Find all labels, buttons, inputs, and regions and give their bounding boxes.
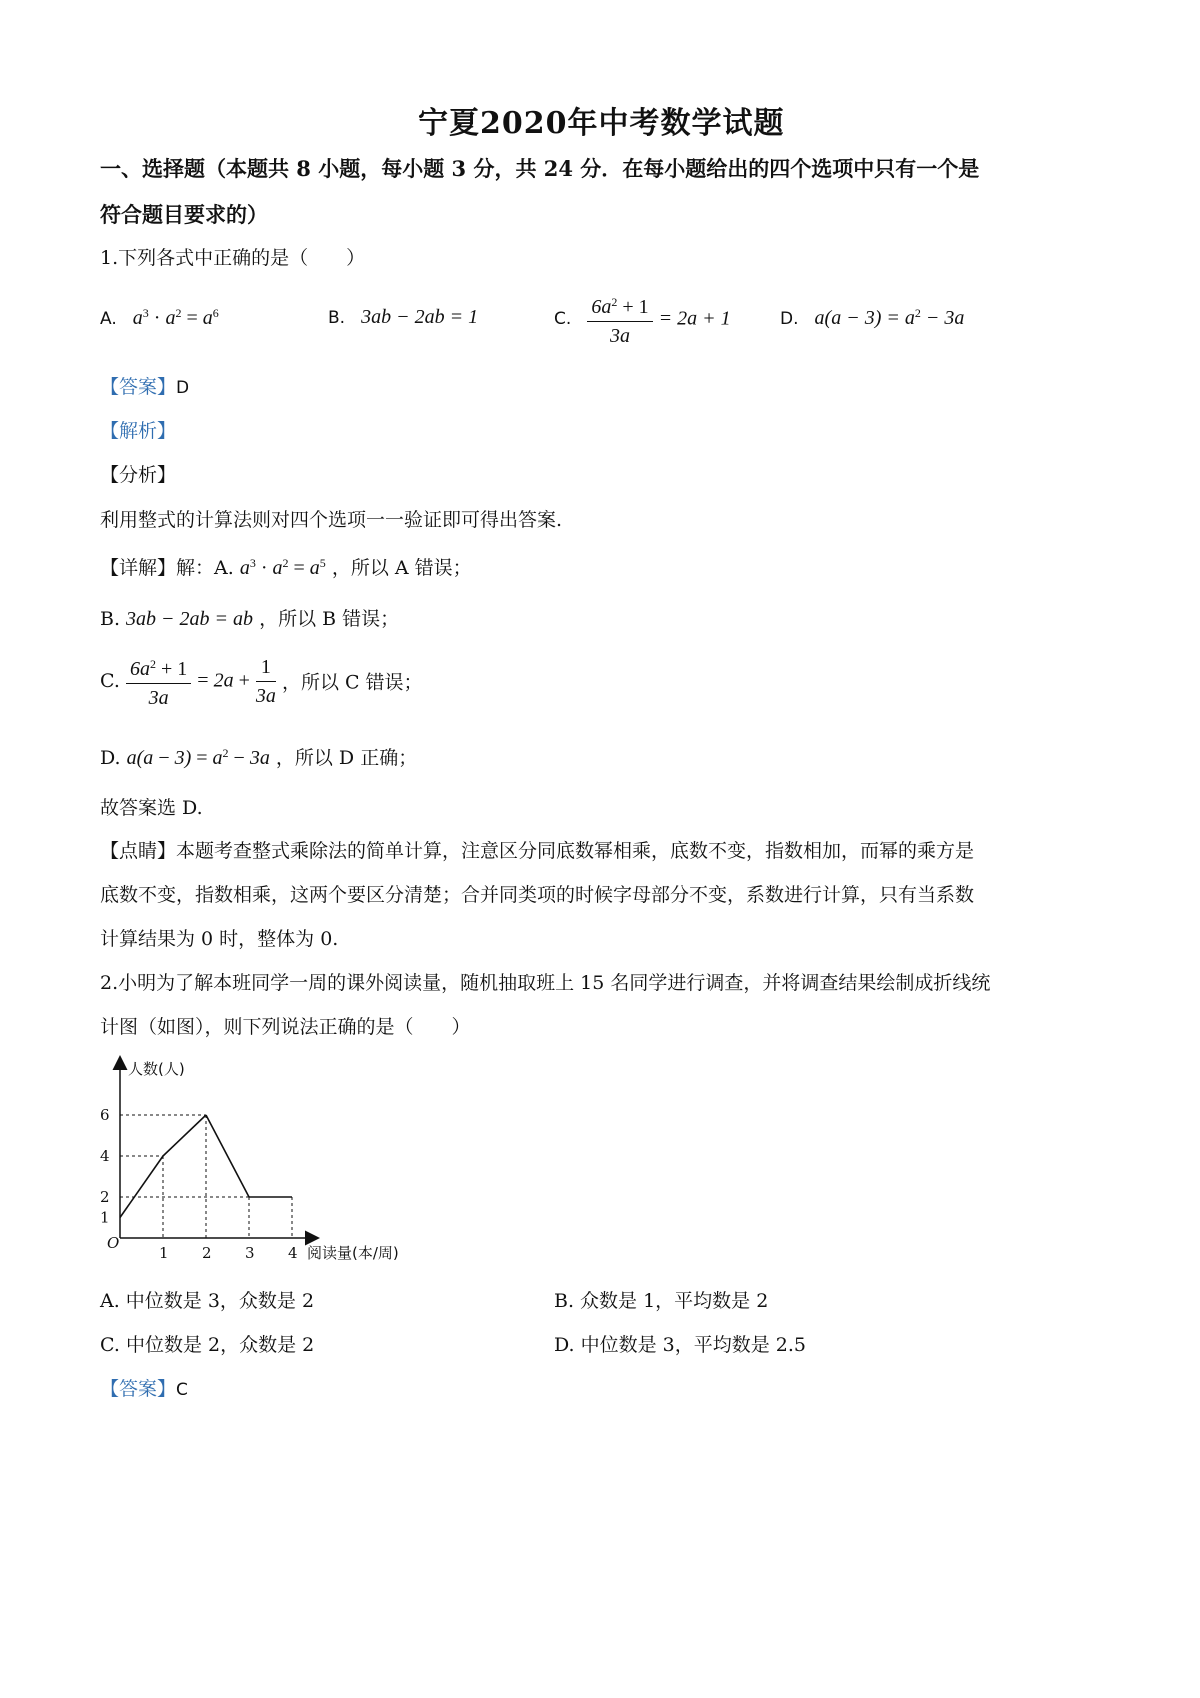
- q1-detail-c-suffix: ，所以 C 错误；: [281, 671, 423, 694]
- q2-stem-line-2: 计图（如图），则下列说法正确的是（ ）: [100, 1016, 471, 1038]
- q1-detail-b-prefix: B.: [100, 608, 127, 630]
- q1-option-c-num: 6a: [591, 296, 612, 318]
- q1-fenxi-text: 利用整式的计算法则对四个选项一一验证即可得出答案.: [100, 509, 563, 531]
- q1-detail-a: [100, 553, 472, 580]
- q1-detail-d-expr: $a(a - 3) = a^2 - 3a$: [126, 746, 270, 769]
- q1-answer-row: [100, 372, 189, 399]
- section-heading-line-1: 一、选择题（本题共 8 小题，每小题 3 分，共 24 分．在每小题给出的四个选项中只有一个是: [100, 156, 980, 181]
- q2-stem-line-1: 2.小明为了解本班同学一周的课外阅读量，随机抽取班上 15 名同学进行调查，并将调查结果绘制成折线统: [100, 972, 991, 994]
- q1-answer-value: D: [176, 378, 190, 398]
- q1-option-a-expr: $a^3 \cdot a^2 = a^6$: [132, 306, 219, 329]
- q1-analysis-tag: 【解析】: [100, 420, 177, 442]
- q1-answer-tag: 【答案】: [100, 376, 177, 398]
- q1-option-c-rhs: = 2a + 1: [658, 307, 731, 330]
- q1-detail-c: [100, 650, 423, 712]
- q2-answer-tag: 【答案】: [100, 1378, 177, 1400]
- x-axis-label: 阅读量(本/周): [307, 1244, 399, 1262]
- q1-option-c-fraction: $\frac{6a^2 + 1}{3a}$: [587, 288, 652, 350]
- q1-detail-c-fraction-1: $\frac{6a^2 + 1}{3a}$: [126, 650, 191, 712]
- q1-detail-b-suffix: ，所以 B 错误；: [259, 608, 400, 630]
- page-title: 宁夏2020年中考数学试题: [418, 106, 785, 141]
- y-axis-label: 人数(人): [128, 1060, 185, 1078]
- x-tick-label: 3: [245, 1244, 255, 1262]
- series-segment: [163, 1115, 206, 1156]
- q2-option-c: C. 中位数是 2，众数是 2: [100, 1334, 315, 1356]
- q2-line-chart: [95, 1052, 425, 1272]
- q1-option-b-label: B.: [328, 308, 346, 328]
- q2-answer-row: [100, 1374, 188, 1401]
- x-tick-label: 2: [202, 1244, 212, 1262]
- q1-detail-d-suffix: ，所以 D 正确；: [275, 747, 418, 769]
- q1-detail-d: [100, 743, 417, 770]
- q1-dianjing-line-2: 底数不变，指数相乘，这两个要区分清楚；合并同类项的时候字母部分不变，系数进行计算，只有当系数: [100, 884, 975, 906]
- q1-detail-b-expr: 3ab − 2ab = ab: [126, 608, 254, 630]
- series-segment: [120, 1156, 163, 1218]
- q1-option-d-expr: $a(a - 3) = a^2 - 3a$: [814, 306, 965, 329]
- q1-detail-prefix: 【详解】解：A.: [100, 557, 240, 579]
- x-tick-label: 4: [288, 1244, 298, 1262]
- q1-option-a: [100, 306, 219, 330]
- q1-option-b: [328, 306, 478, 329]
- series-segment: [206, 1115, 249, 1197]
- origin-label: O: [107, 1234, 120, 1252]
- q1-option-d-lhs: a(a − 3) = a: [814, 307, 915, 329]
- y-tick-label: 1: [100, 1208, 110, 1227]
- q1-option-d-tail: − 3a: [920, 307, 965, 329]
- y-tick-label: 2: [100, 1188, 110, 1206]
- q1-detail-d-prefix: D.: [100, 747, 127, 769]
- q2-option-a: A. 中位数是 3，众数是 2: [100, 1290, 315, 1312]
- q1-option-d: [780, 306, 964, 330]
- q1-option-c-num-tail: + 1: [617, 296, 649, 318]
- q1-option-b-expr: 3ab − 2ab = 1: [361, 306, 479, 328]
- q1-detail-c-fraction-2: $\frac{1}{3a}$: [256, 653, 276, 710]
- q1-detail-a-suffix: ，所以 A 错误；: [331, 557, 472, 579]
- q2-option-b: B. 众数是 1，平均数是 2: [554, 1290, 769, 1312]
- q1-dianjing-line-3: 计算结果为 0 时，整体为 0.: [100, 928, 339, 950]
- x-tick-label: 1: [159, 1244, 169, 1262]
- q1-detail-a-expr: $a^3 \cdot a^2 = a^5$: [239, 556, 326, 579]
- q1-option-a-label: A.: [100, 309, 117, 329]
- q1-detail-c-mid: = 2a +: [197, 669, 250, 692]
- q1-dianjing-line-1: 【点睛】本题考查整式乘除法的简单计算，注意区分同底数幂相乘，底数不变，指数相加，而幂的乘方是: [100, 840, 975, 862]
- q1-detail-c-prefix: C.: [100, 670, 126, 692]
- q1-option-d-label: D.: [780, 309, 799, 329]
- q1-option-c-label: C.: [554, 309, 572, 329]
- q1-stem: 1.下列各式中正确的是（ ）: [100, 247, 366, 269]
- q1-option-c-den: 3a: [609, 325, 630, 347]
- q1-option-c: [554, 288, 731, 350]
- q2-option-d: D. 中位数是 3，平均数是 2.5: [554, 1334, 807, 1356]
- q1-fenxi-tag: 【分析】: [100, 464, 177, 486]
- section-heading-line-2: 符合题目要求的）: [100, 202, 268, 227]
- q1-detail-b: [100, 604, 399, 631]
- y-tick-label: 4: [100, 1147, 110, 1165]
- y-tick-label: 6: [100, 1106, 110, 1124]
- q1-conclusion: 故答案选 D.: [100, 797, 203, 819]
- q2-answer-value: C: [176, 1380, 188, 1400]
